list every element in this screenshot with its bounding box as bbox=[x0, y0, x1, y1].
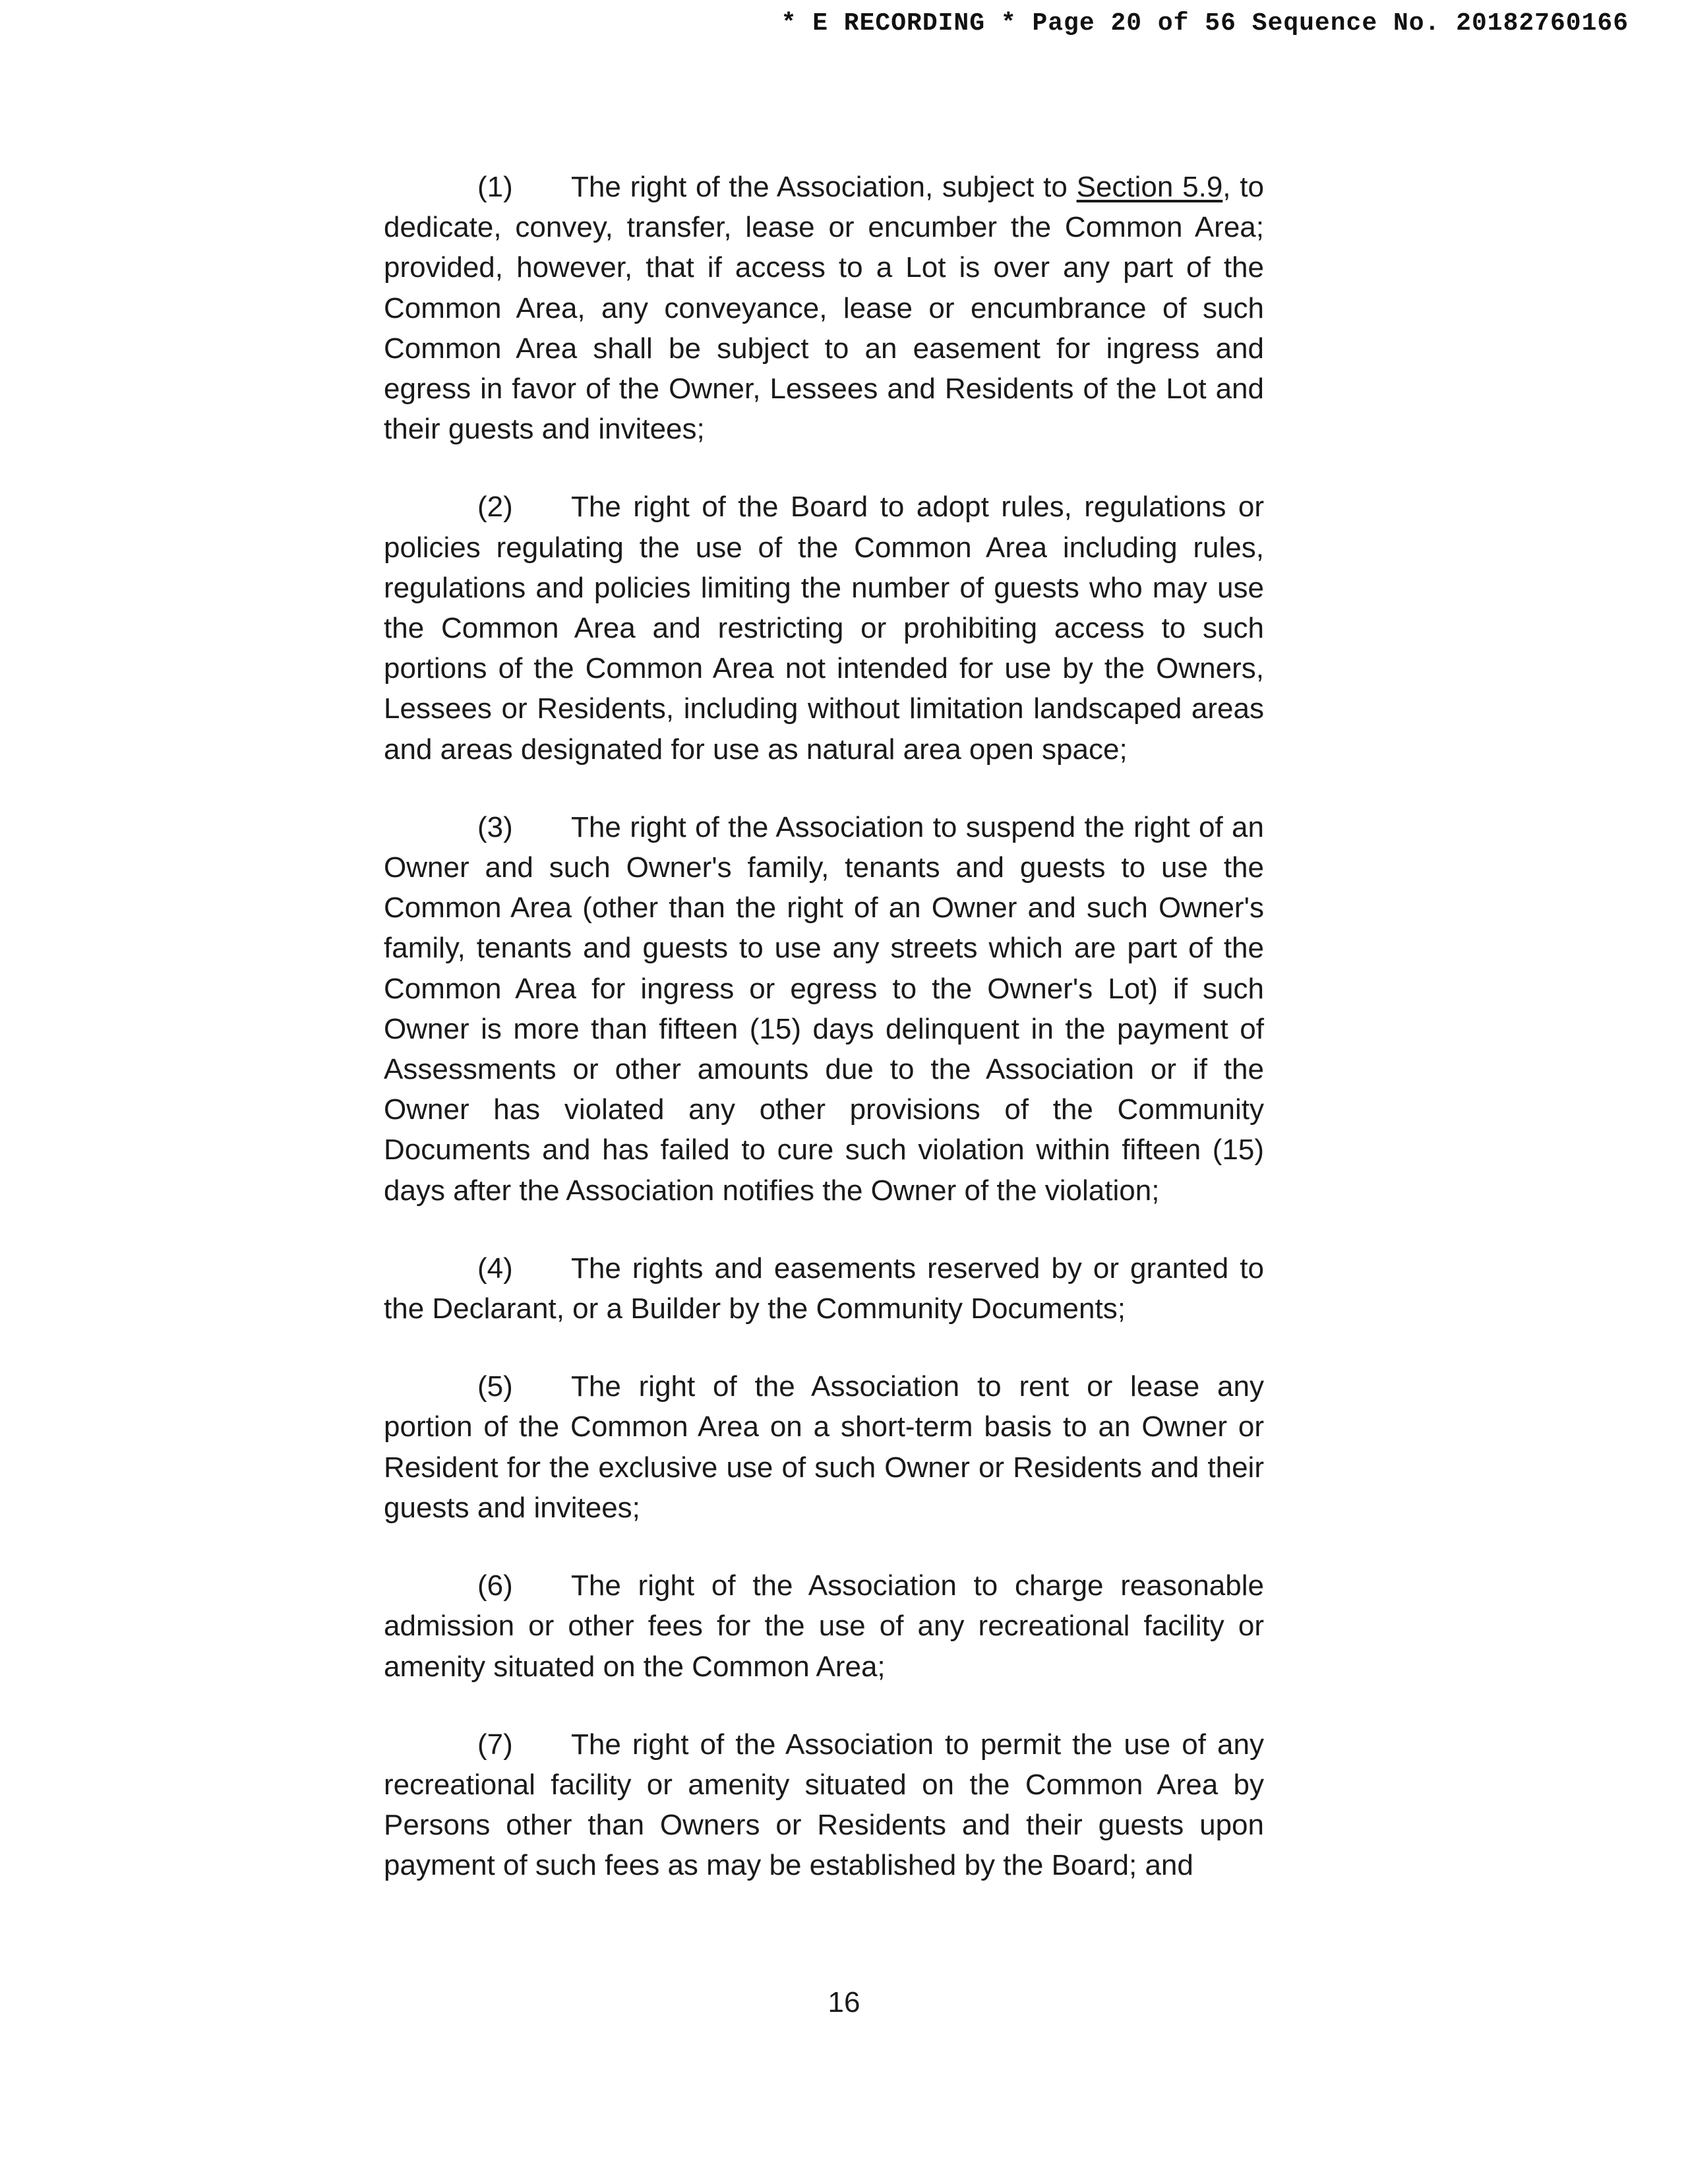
recording-header: * E RECORDING * Page 20 of 56 Sequence No. 20182760166 bbox=[781, 9, 1629, 38]
paragraph-number: (1) bbox=[477, 171, 513, 203]
paragraph-6 bbox=[384, 1565, 1264, 1687]
page-number: 16 bbox=[828, 1986, 860, 2018]
paragraph-2 bbox=[384, 487, 1264, 769]
paragraph-text: The right of the Association to permit the use of any recreational facility or amenity situated on the Common Area by Persons other than Owners or Residents and their guests upon payment of such fees as may be established by the Board; and bbox=[384, 1728, 1264, 1882]
paragraph-text: The right of the Association to rent or lease any portion of the Common Area on a short-term basis to an Owner or Resident for the exclusive use of such Owner or Residents and their guests and invitees; bbox=[384, 1370, 1264, 1524]
paragraph-text: The right of the Association to charge reasonable admission or other fees for the use of any recreational facility or amenity situated on the Common Area; bbox=[384, 1569, 1264, 1683]
paragraph-5 bbox=[384, 1366, 1264, 1528]
paragraph-4 bbox=[384, 1248, 1264, 1329]
paragraph-3 bbox=[384, 807, 1264, 1211]
document-body bbox=[384, 167, 1264, 1886]
paragraph-number: (4) bbox=[477, 1252, 513, 1285]
section-reference: Section 5.9 bbox=[1076, 171, 1223, 203]
paragraph-text: The rights and easements reserved by or granted to the Declarant, or a Builder by the Community Documents; bbox=[384, 1252, 1264, 1325]
paragraph-1 bbox=[384, 167, 1264, 449]
paragraph-number: (6) bbox=[477, 1569, 513, 1602]
paragraph-text: The right of the Association, subject to bbox=[571, 171, 1077, 203]
paragraph-number: (2) bbox=[477, 491, 513, 524]
paragraph-text: The right of the Association to suspend the right of an Owner and such Owner's family, tenants and guests to use the Common Area (other than the right of an Owner and such Owner's family, tenants and guests to use any streets which are part of the Common Area for ingress or egress to the Owner's Lot) if such Owner is more than fifteen (15) days delinquent in the payment of Assessments or other amounts due to the Association or if the Owner has violated any other provisions of the Community Documents and has failed to cure such violation within fifteen (15) days after the Association notifies the Owner of the violation; bbox=[384, 810, 1264, 1207]
paragraph-number: (7) bbox=[477, 1728, 513, 1761]
paragraph-text: , to dedicate, convey, transfer, lease or encumber the Common Area; provided, however, that if access to a Lot is over any part of the Common Area, any conveyance, lease or encumbrance of such Common Area shall be subject to an easement for ingress and egress in favor of the Owner, Lessees and Residents of the Lot and their guests and invitees; bbox=[384, 171, 1264, 446]
paragraph-7 bbox=[384, 1724, 1264, 1886]
paragraph-text: The right of the Board to adopt rules, regulations or policies regulating the use of the Common Area including rules, regulations and policies limiting the number of guests who may use the Common Area and restricting or prohibiting access to such portions of the Common Area not intended for use by the Owners, Lessees or Residents, including without limitation landscaped areas and areas designated for use as natural area open space; bbox=[384, 491, 1264, 766]
paragraph-number: (3) bbox=[477, 810, 513, 843]
paragraph-number: (5) bbox=[477, 1370, 513, 1403]
